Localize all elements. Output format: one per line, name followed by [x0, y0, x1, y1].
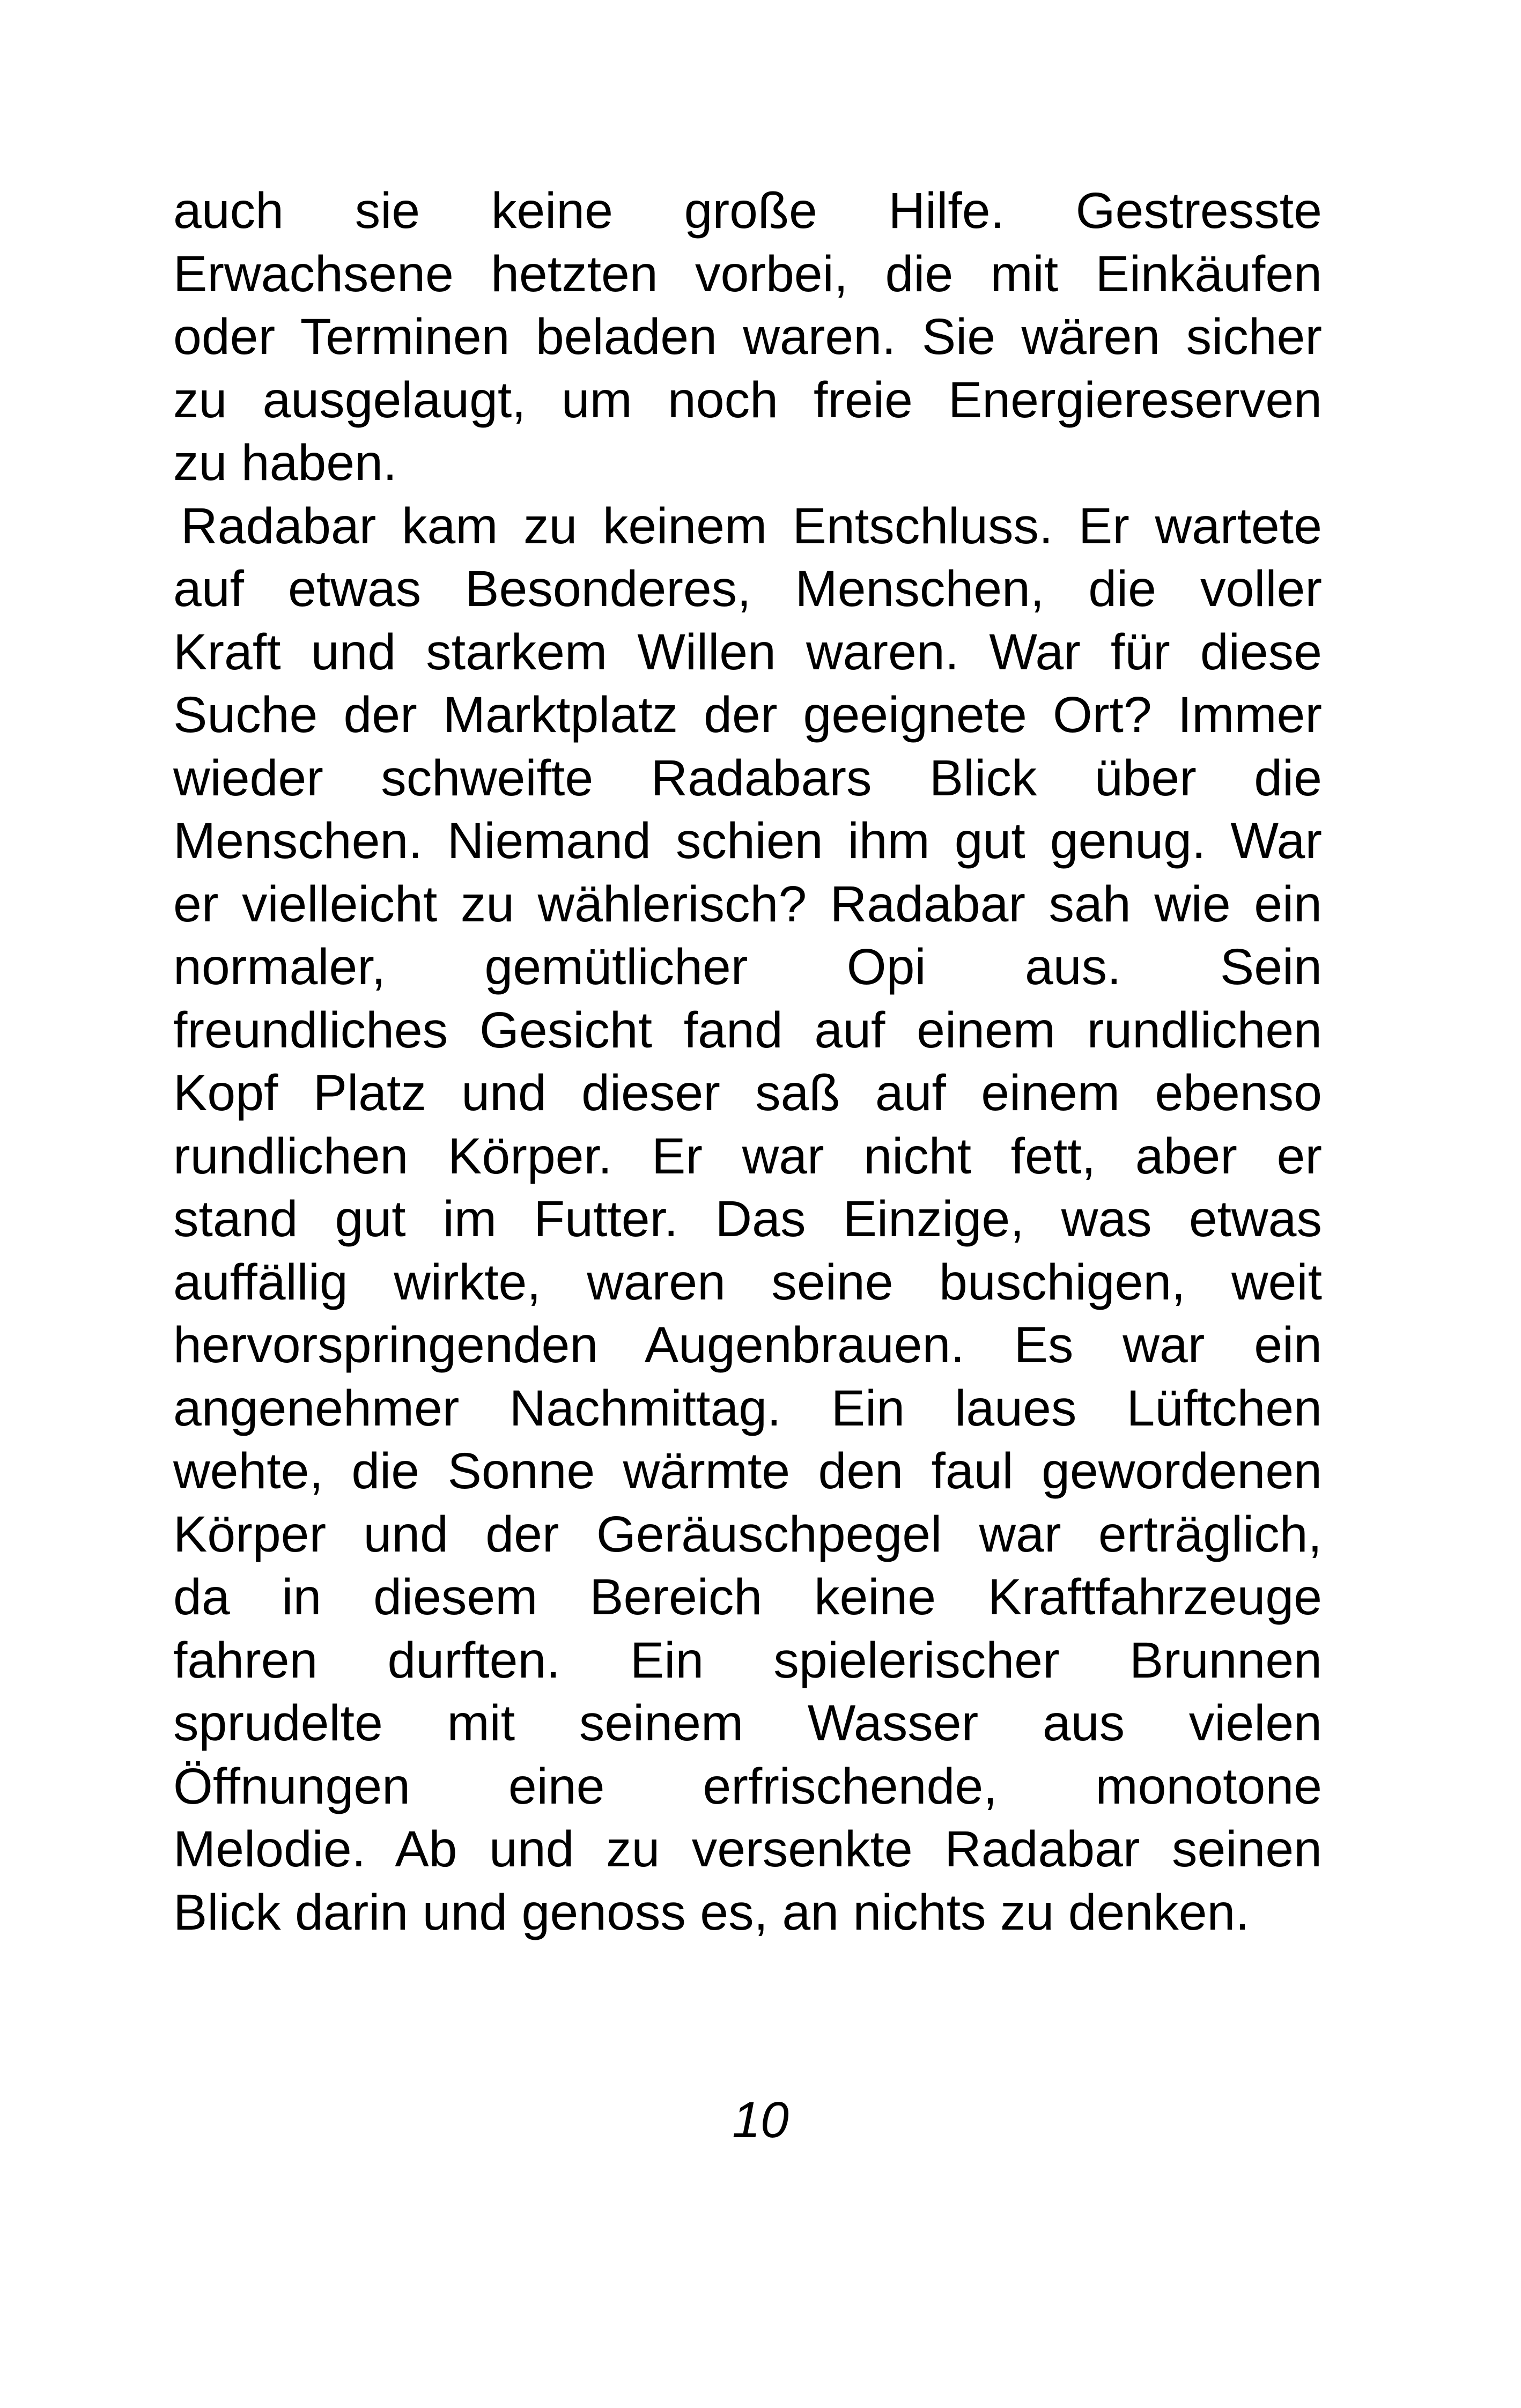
text-line: sprudelte mit seinem Wasser aus vielen — [173, 1695, 1322, 1752]
text-line: oder Terminen beladen waren. Sie wären sicher — [173, 308, 1322, 365]
text-line: Erwachsene hetzten vorbei, die mit Einkäufen — [173, 245, 1322, 302]
text-line: Kraft und starkem Willen waren. War für diese — [173, 623, 1322, 681]
text-line: fahren durften. Ein spielerischer Brunnen — [173, 1631, 1322, 1689]
text-line: Öffnungen eine erfrischende, monotone — [173, 1757, 1322, 1815]
text-line: stand gut im Futter. Das Einzige, was etwas — [173, 1191, 1322, 1247]
text-line: wehte, die Sonne wärmte den faul gewordenen — [173, 1443, 1322, 1500]
text-line: auf etwas Besonderes, Menschen, die voller — [173, 560, 1322, 617]
page-number: 10 — [732, 2092, 789, 2148]
text-line: rundlichen Körper. Er war nicht fett, aber er — [173, 1127, 1322, 1185]
text-line: wieder schweifte Radabars Blick über die — [173, 749, 1322, 807]
text-line: normaler, gemütlicher Opi aus. Sein — [173, 939, 1322, 995]
text-line: freundliches Gesicht fand auf einem rundlichen — [173, 1001, 1322, 1059]
text-line: Melodie. Ab und zu versenkte Radabar seinen — [173, 1821, 1322, 1878]
text-line: zu ausgelaugt, um noch freie Energiereserven — [173, 371, 1322, 429]
text-line: er vielleicht zu wählerisch? Radabar sah wie ein — [173, 875, 1322, 933]
text-line: Radabar kam zu keinem Entschluss. Er wartete — [181, 497, 1322, 555]
text-line: hervorspringenden Augenbrauen. Es war ein — [173, 1317, 1322, 1373]
body-text — [173, 180, 1322, 1944]
text-line: Suche der Marktplatz der geeignete Ort? Immer — [173, 686, 1322, 743]
text-line: Kopf Platz und dieser saß auf einem ebenso — [173, 1065, 1322, 1121]
text-line: Körper und der Geräuschpegel war erträglich, — [173, 1505, 1322, 1563]
text-line: zu haben. — [173, 434, 397, 491]
text-line: angenehmer Nachmittag. Ein laues Lüftchen — [173, 1379, 1322, 1437]
text-line: auffällig wirkte, waren seine buschigen, weit — [173, 1253, 1322, 1311]
text-line: auch sie keine große Hilfe. Gestresste — [173, 182, 1322, 239]
text-line: da in diesem Bereich keine Kraftfahrzeuge — [173, 1569, 1322, 1626]
text-line: Blick darin und genoss es, an nichts zu denken. — [173, 1883, 1250, 1941]
text-line: Menschen. Niemand schien ihm gut genug. War — [173, 812, 1322, 869]
